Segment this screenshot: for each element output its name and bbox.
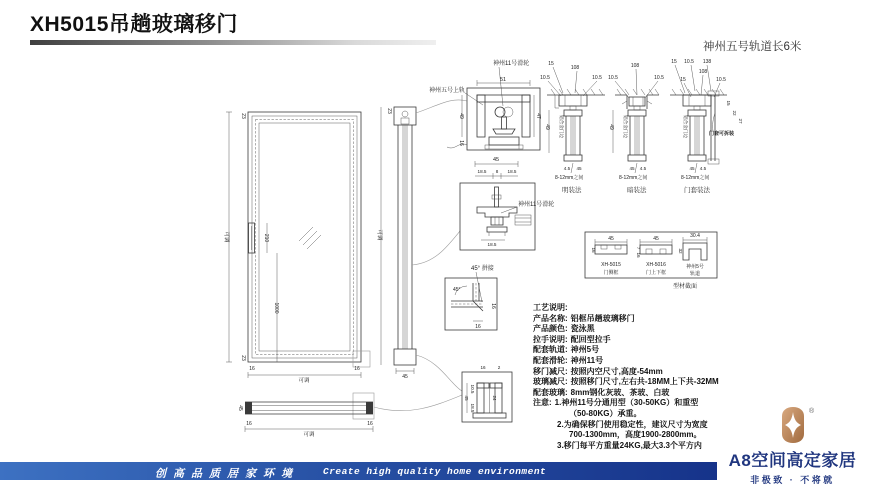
svg-text:138: 138 [702,59,712,65]
process-specs: 工艺说明: 产品名称: 铝框吊趟玻璃移门 产品颜色: 瓷泳黑 拉手说明: 配回型拉手 配套轨道: 神州5号 配套滑轮: 神州11号 移门减尺: 按照内空尺寸,高度-54mm 玻璃减尺: 按照移门尺寸,左右共-18MM上下共-32MM 配套玻璃: 8mm钢化灰玻、茶玻、白玻 注意: 1.神州11号分通用型（30-50KG）和重型 （50-80KG）承重。 2.为确保移门使用稳定性，建议尺寸为宽度 700-1300mm，高度1900-2800mm。 3.移门每平方重量24KG,最大3.3个平方内 [533,303,773,451]
spec-row: 产品名称: 铝框吊趟玻璃移门 [533,313,635,323]
door-elevation [223,112,370,384]
svg-text:16: 16 [249,366,255,372]
svg-text:45: 45 [576,166,582,171]
spec-row: 配套滑轮: 神州11号 [533,355,604,365]
splice-detail [445,264,497,330]
svg-text:可调: 可调 [298,378,310,384]
footer-slogan-cn: 创高品质居家环境 [155,468,299,480]
svg-text:16: 16 [458,140,464,146]
specs-heading: 工艺说明: [533,303,568,312]
svg-text:49: 49 [458,113,464,119]
svg-text:16: 16 [367,421,373,427]
svg-text:18.5: 18.5 [507,169,517,174]
track-length-note: 神州五号轨道长6米 [703,41,802,53]
svg-text:神州5号: 神州5号 [686,264,704,270]
svg-text:16: 16 [246,421,252,427]
svg-text:45: 45 [608,236,614,242]
install-section-exposed [540,61,605,194]
pulley-wheel [495,107,505,117]
registered-mark: ® [809,408,815,415]
svg-text:16: 16 [480,365,486,370]
svg-text:4.5: 4.5 [639,166,647,171]
svg-text:23: 23 [240,355,246,361]
label-mid-pulley: 神州11号滑轮 [518,202,555,208]
svg-text:8-12mm之间: 8-12mm之间 [681,175,710,181]
title-underline [30,40,436,45]
svg-text:15: 15 [726,100,731,106]
brand-tagline: 非极致 · 不将就 [750,475,835,485]
svg-text:47: 47 [535,113,541,119]
svg-text:210: 210 [263,233,269,243]
svg-text:15: 15 [680,77,686,83]
svg-text:4.5: 4.5 [699,166,707,171]
svg-text:15: 15 [548,61,554,67]
svg-text:2: 2 [497,365,501,370]
svg-text:可调: 可调 [303,432,315,438]
spec-row: 产品颜色: 瓷泳黑 [533,324,595,334]
svg-text:16: 16 [475,324,481,330]
svg-text:10.5: 10.5 [608,75,618,81]
svg-text:18.5: 18.5 [470,403,475,413]
svg-text:7: 7 [636,246,641,250]
svg-text:16: 16 [591,247,596,253]
svg-text:45°: 45° [453,287,461,293]
svg-text:23: 23 [240,113,246,119]
label-splice: 45° 拼接 [471,266,494,272]
brand-name: A8空间高定家居 [728,451,857,470]
svg-text:108: 108 [630,63,640,69]
svg-text:108: 108 [570,65,580,71]
spec-notes: 注意: 1.神州11号分通用型（30-50KG）和重型 [533,398,699,408]
section-label: 暗装法 [627,187,647,194]
footer-slogan-en: Create high quality home environment [323,466,547,477]
install-section-concealed [608,63,664,194]
spec-row: 移门减尺: 按照内空尺寸,高度-54mm [533,366,663,376]
footer-bar [0,462,717,480]
label-top-pulley: 神州11号滑轮 [493,61,530,67]
section-label: 明装法 [562,187,582,194]
svg-text:32: 32 [678,248,683,254]
svg-text:45: 45 [237,405,243,411]
spec-row: 配套轨道: 神州5号 [533,345,600,355]
door-plan-view [237,393,462,438]
install-section-doorframe [670,59,743,194]
svg-text:22: 22 [732,110,737,116]
svg-text:门上下框: 门上下框 [645,270,667,276]
svg-text:45: 45 [492,157,500,163]
svg-text:10.5: 10.5 [470,384,475,394]
svg-text:45: 45 [629,166,635,171]
spec-row: 拉手说明: 配回型拉手 [533,334,611,344]
svg-text:可调: 可调 [376,229,382,241]
svg-text:45: 45 [464,395,469,401]
svg-text:4.5: 4.5 [563,166,571,171]
bottom-guide-detail [462,365,512,422]
page-title: XH5015吊趟玻璃移门 [30,13,238,36]
svg-text:49: 49 [544,124,550,130]
svg-text:10.5: 10.5 [684,59,694,65]
svg-text:15: 15 [671,59,677,65]
svg-text:铝合金门边: 铝合金门边 [683,115,688,138]
svg-text:30.4: 30.4 [690,233,700,239]
svg-text:10.5: 10.5 [540,75,550,81]
svg-text:16: 16 [354,366,360,372]
profile-sections-box [585,232,717,290]
door-side-view [376,100,467,391]
brand-logo [705,406,880,486]
svg-text:XH-5016: XH-5016 [646,262,666,268]
profiles-caption: 型材截面 [673,284,698,290]
dim-door-height: 可调 [223,231,229,243]
svg-text:8: 8 [495,169,499,174]
svg-text:10.5: 10.5 [716,77,726,83]
svg-text:49: 49 [608,124,614,130]
svg-text:10.5: 10.5 [592,75,602,81]
svg-text:10.5: 10.5 [654,75,664,81]
svg-text:45: 45 [653,236,659,242]
svg-text:门侧框: 门侧框 [603,270,619,276]
svg-text:18.5: 18.5 [487,242,497,247]
svg-text:16: 16 [636,252,641,258]
svg-text:27: 27 [738,118,743,124]
glass-hatch [299,227,321,249]
svg-text:8-12mm之间: 8-12mm之间 [555,175,584,181]
svg-text:51: 51 [499,77,507,83]
svg-text:16: 16 [490,303,496,309]
svg-text:45: 45 [402,374,408,380]
mid-rail-detail [460,157,554,250]
svg-text:XH-5015: XH-5015 [601,262,621,268]
top-track-detail [429,59,541,150]
svg-text:1000: 1000 [273,302,279,314]
svg-text:8-12mm之间: 8-12mm之间 [619,175,648,181]
svg-text:铝合金门边: 铝合金门边 [623,115,628,138]
spec-row: 玻璃减尺: 按照移门尺寸,左右共-18MM上下共-32MM [533,377,719,387]
svg-text:45: 45 [689,166,695,171]
frame-removable-note: 门套可拆装 [709,131,735,137]
svg-text:23: 23 [386,108,392,114]
svg-text:轨道: 轨道 [689,271,701,277]
svg-text:铝合金门边: 铝合金门边 [559,115,564,138]
section-label: 门套装法 [684,187,710,194]
spec-row: 配套玻璃: 8mm钢化灰玻、茶玻、白玻 [533,387,670,397]
svg-text:24: 24 [492,395,497,401]
brand-shield-icon [780,406,806,444]
svg-text:108: 108 [698,69,708,75]
svg-text:18.5: 18.5 [477,169,487,174]
label-top-track: 神州五号上轨 [428,88,465,94]
